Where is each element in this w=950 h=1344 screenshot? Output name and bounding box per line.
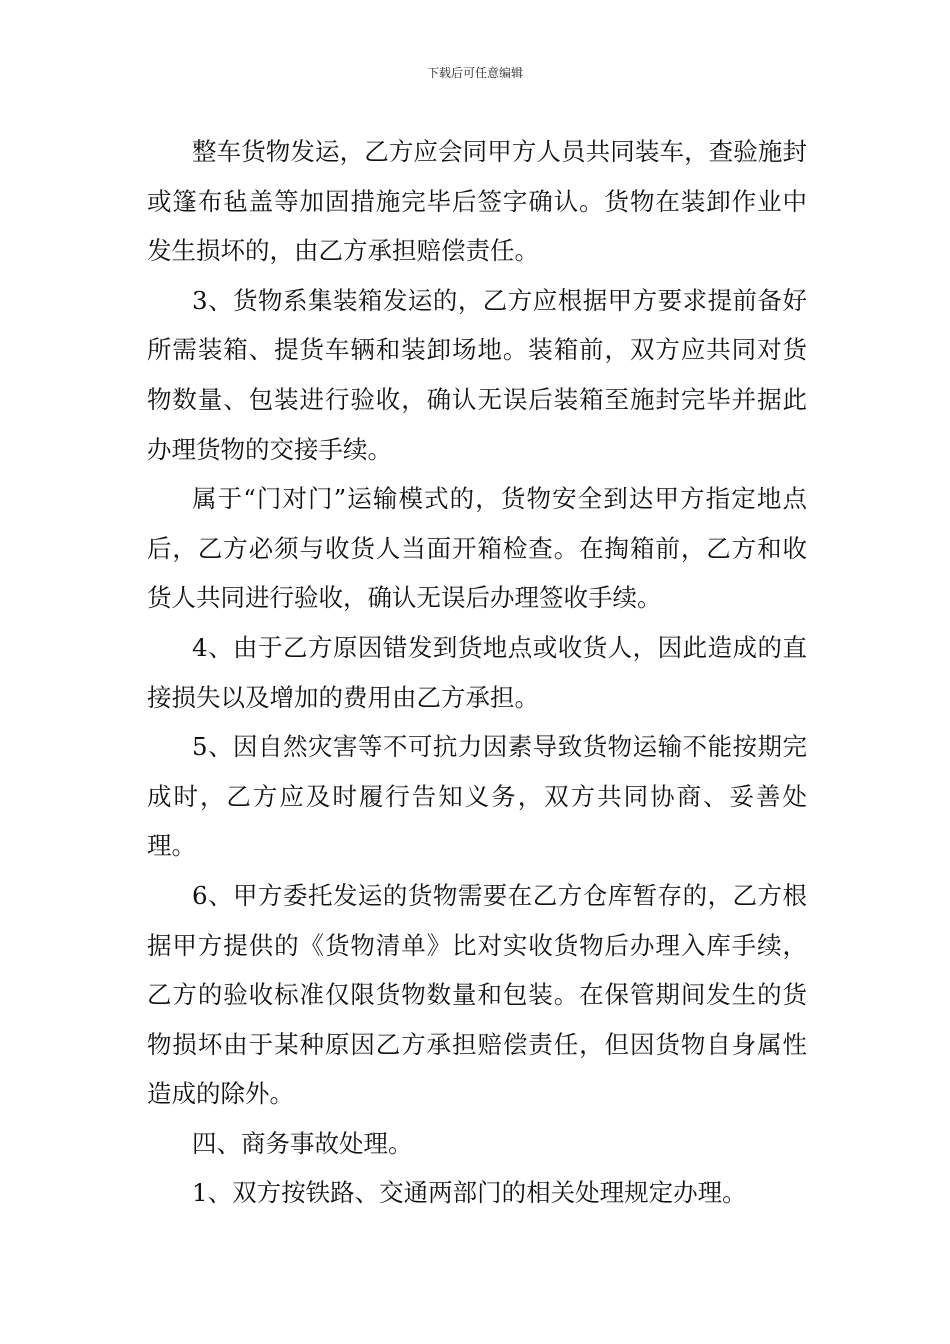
document-body (147, 127, 807, 1218)
paragraph-door-to-door: 属于“门对门”运输模式的，货物安全到达甲方指定地点后，乙方必须与收货人当面开箱检查。在掏箱前，乙方和收货人共同进行验收，确认无误后办理签收手续。 (147, 484, 807, 613)
paragraph-handling-rules: 1、双方按铁路、交通两部门的相关处理规定办理。 (192, 1178, 747, 1208)
paragraph-container-shipping: 3、货物系集装箱发运的，乙方应根据甲方要求提前备好所需装箱、提货车辆和装卸场地。装箱前，双方应共同对货物数量、包装进行验收，确认无误后装箱至施封完毕并据此办理货物的交接手续。 (147, 285, 807, 464)
paragraph-warehouse-storage: 6、甲方委托发运的货物需要在乙方仓库暂存的，乙方根据甲方提供的《货物清单》比对实收货物后办理入库手续，乙方的验收标准仅限货物数量和包装。在保管期间发生的货物损坏由于某种原因乙方承担赔偿责任，但因货物自身属性造成的除外。 (147, 880, 807, 1109)
paragraph-misdelivery: 4、由于乙方原因错发到货地点或收货人，因此造成的直接损失以及增加的费用由乙方承担。 (147, 632, 807, 712)
paragraph-force-majeure: 5、因自然灾害等不可抗力因素导致货物运输不能按期完成时，乙方应及时履行告知义务，双方共同协商、妥善处理。 (147, 732, 807, 861)
page-header: 下载后可任意编辑 (426, 66, 523, 80)
section-heading-commercial-accidents: 四、商务事故处理。 (192, 1128, 413, 1158)
paragraph-loading-inspection: 整车货物发运，乙方应会同甲方人员共同装车，查验施封或篷布毡盖等加固措施完毕后签字确认。货物在装卸作业中发生损坏的，由乙方承担赔偿责任。 (147, 137, 807, 266)
